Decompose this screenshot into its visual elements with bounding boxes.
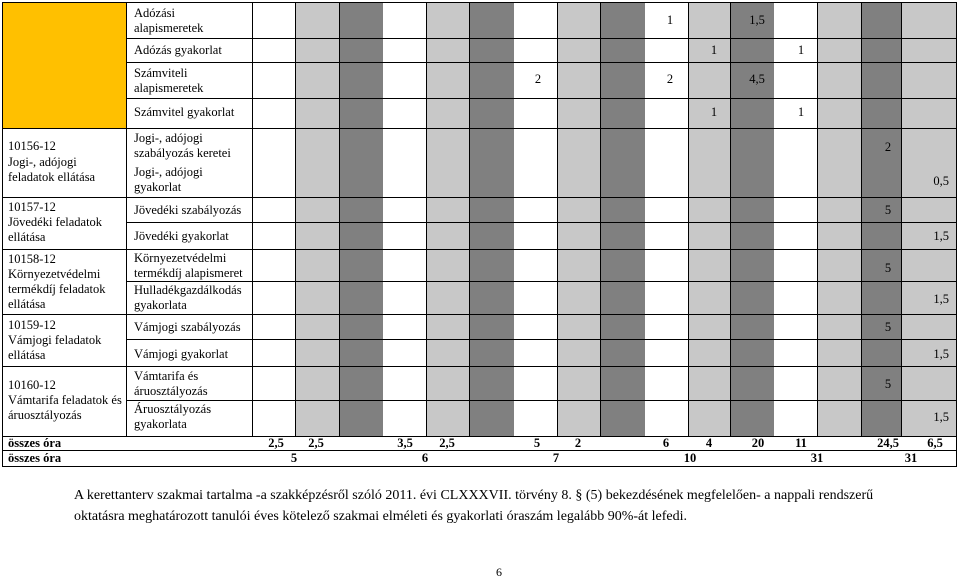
subject-label: Jogi-, adójogi szabályozás keretei: [134, 131, 231, 160]
total-value: 2,5: [308, 436, 324, 450]
total-value: 5: [290, 451, 298, 465]
subject-label: Áruosztályozás gyakorlata: [134, 402, 212, 431]
col-band: [426, 2, 470, 436]
subject-label: Vámtarifa és áruosztályozás: [134, 369, 208, 398]
hour-value: 1: [797, 105, 805, 119]
col-band: [817, 2, 862, 436]
total-value: 31: [904, 451, 918, 465]
total-value: 24,5: [877, 436, 899, 450]
subject-label: Jövedéki gyakorlat: [134, 229, 229, 243]
module-code: 10160-12: [8, 378, 56, 392]
total-value: 6: [662, 436, 670, 450]
subject-label: Adózás gyakorlat: [134, 43, 222, 57]
col-band: [339, 2, 383, 436]
total-value: 2,5: [268, 436, 284, 450]
hour-value: 1,5: [933, 410, 949, 424]
hour-value: 5: [884, 203, 892, 217]
total-value: 10: [683, 451, 697, 465]
hour-value: 1,5: [933, 347, 949, 361]
module-code: 10159-12: [8, 318, 56, 332]
total-value: 2,5: [439, 436, 455, 450]
hour-value: 1,5: [749, 13, 765, 27]
subject-label: Vámjogi gyakorlat: [134, 347, 229, 361]
module-name: Jövedéki feladatok ellátása: [8, 215, 103, 244]
module-name: Vámtarifa feladatok és áruosztályozás: [8, 393, 122, 422]
subject-label: Környezetvédelmi termékdíj alapismeret: [134, 251, 243, 280]
hour-value: 1: [666, 13, 674, 27]
col-band: [600, 2, 645, 436]
subject-label: Jövedéki szabályozás: [134, 203, 242, 217]
subject-label: Számvitel gyakorlat: [134, 105, 235, 119]
hour-value: 1: [710, 43, 718, 57]
hour-value: 1,5: [933, 292, 949, 306]
curriculum-note: A kerettanterv szakmai tartalma -a szakképzésről szóló 2011. évi CLXXXVII. törvény 8. § (5) bekezdésének megfelelően- a nappali rendszerű oktatásra meghatározott tanulói éves kötelező szakmai elméleti és gyakorlati óraszám legalább 90%-át lefedi.: [74, 488, 874, 524]
totals-label: összes óra: [8, 436, 62, 450]
total-value: 3,5: [397, 436, 413, 450]
subject-label: Adózási alapismeretek: [134, 6, 204, 35]
totals-label: összes óra: [8, 451, 62, 465]
yellow-header-cell: [2, 2, 126, 128]
col-band: [901, 2, 957, 436]
hour-value: 2: [884, 140, 892, 154]
hour-value: 1: [710, 105, 718, 119]
page-number: 6: [496, 565, 502, 579]
subject-label: Számviteli alapismeretek: [134, 66, 204, 95]
hour-value: 0,5: [933, 174, 949, 188]
total-value: 20: [751, 436, 765, 450]
module-name: Vámjogi feladatok ellátása: [8, 333, 102, 362]
hour-value: 5: [884, 261, 892, 275]
total-value: 2: [574, 436, 582, 450]
col-band: [469, 2, 514, 436]
total-value: 7: [552, 451, 560, 465]
col-band: [861, 2, 902, 436]
hour-value: 2: [534, 72, 542, 86]
col-band: [295, 2, 340, 436]
total-value: 4: [705, 436, 713, 450]
col-band: [730, 2, 774, 436]
col-band: [557, 2, 601, 436]
total-value: 5: [533, 436, 541, 450]
total-value: 11: [795, 436, 807, 450]
hour-value: 5: [884, 320, 892, 334]
module-code: 10158-12: [8, 252, 56, 266]
module-name: Jogi-, adójogi feladatok ellátása: [8, 155, 96, 184]
module-code: 10157-12: [8, 200, 56, 214]
hour-value: 2: [666, 72, 674, 86]
total-value: 6: [421, 451, 429, 465]
col-band: [688, 2, 731, 436]
total-value: 6,5: [927, 436, 943, 450]
hour-value: 5: [884, 377, 892, 391]
total-value: 31: [810, 451, 824, 465]
module-name: Környezetvédelmi termékdíj feladatok ellátása: [8, 267, 106, 311]
hour-value: 1,5: [933, 229, 949, 243]
hour-value: 1: [797, 43, 805, 57]
hour-value: 4,5: [749, 72, 765, 86]
subject-label: Hulladékgazdálkodás gyakorlata: [134, 283, 242, 312]
module-code: 10156-12: [8, 139, 56, 153]
subject-label: Vámjogi szabályozás: [134, 320, 241, 334]
subject-label: Jogi-, adójogi gyakorlat: [134, 165, 203, 194]
